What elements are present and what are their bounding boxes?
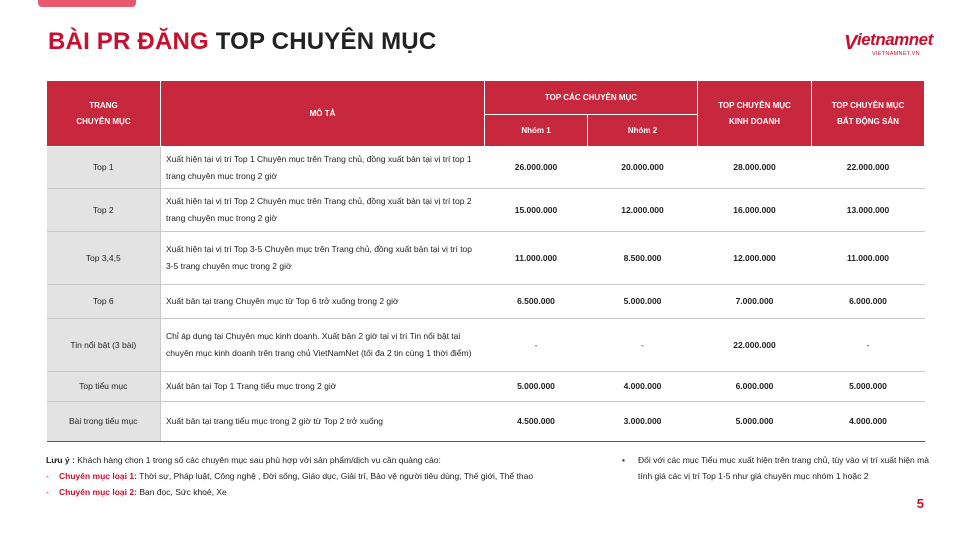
dash-marker: - <box>46 487 49 497</box>
row-group2-price: 3.000.000 <box>588 402 698 442</box>
logo-subtext: VIETNAMNET.VN <box>872 51 920 57</box>
row-group1-price: 15.000.000 <box>485 189 588 232</box>
row-group1-price: 11.000.000 <box>485 232 588 285</box>
row-business-price: 28.000.000 <box>698 147 812 189</box>
table-row <box>47 285 925 319</box>
row-group2-price: 12.000.000 <box>588 189 698 232</box>
row-realestate-price: 5.000.000 <box>812 372 925 402</box>
notes-label: Lưu ý : <box>46 455 75 465</box>
row-category: Top 2 <box>47 189 161 232</box>
row-description: Xuất bản tại trang Chuyên mục từ Top 6 trở xuống trong 2 giờ <box>161 285 485 319</box>
row-category: Top 3,4,5 <box>47 232 161 285</box>
header-realestate: TOP CHUYÊN MỤC BẤT ĐỘNG SẢN <box>812 81 925 147</box>
row-description: Xuất bản tại trang tiểu mục trong 2 giờ từ Top 2 trở xuống <box>161 402 485 442</box>
table-row <box>47 319 925 372</box>
notes-type2-line <box>46 484 533 500</box>
row-group2-price: 20.000.000 <box>588 147 698 189</box>
row-realestate-price: 22.000.000 <box>812 147 925 189</box>
pricing-table <box>46 80 925 442</box>
row-business-price: 5.000.000 <box>698 402 812 442</box>
row-category: Top tiểu mục <box>47 372 161 402</box>
top-accent-bar <box>38 0 136 7</box>
row-group2-price: - <box>588 319 698 372</box>
header-group2: Nhóm 2 <box>588 115 698 147</box>
row-realestate-price: 4.000.000 <box>812 402 925 442</box>
row-realestate-price: - <box>812 319 925 372</box>
row-group1-price: - <box>485 319 588 372</box>
row-description: Xuất hiện tại vị trí Top 1 Chuyên mục trên Trang chủ, đồng xuất bản tại vị trí top 1 trang chuyên mục trong 2 giờ <box>161 147 485 189</box>
row-group2-price: 5.000.000 <box>588 285 698 319</box>
notes-right-text: Đối với các mục Tiểu mục xuất hiện trên trang chủ, tùy vào vị trí xuất hiện mà tính giá các vị trí Top 1-5 như giá chuyên mục nhóm 1 hoặc 2 <box>638 455 929 481</box>
row-group1-price: 5.000.000 <box>485 372 588 402</box>
row-group1-price: 26.000.000 <box>485 147 588 189</box>
row-business-price: 7.000.000 <box>698 285 812 319</box>
logo-wordmark: ietnamnet <box>857 30 933 49</box>
row-description: Xuất hiện tại vị trí Top 2 Chuyên mục trên Trang chủ, đồng xuất bản tại vị trí top 2 trang chuyên mục trong 2 giờ <box>161 189 485 232</box>
dash-marker: - <box>46 471 49 481</box>
header-top-group: TOP CÁC CHUYÊN MỤC <box>485 81 698 115</box>
page-number: 5 <box>916 496 924 511</box>
row-business-price: 16.000.000 <box>698 189 812 232</box>
title-dark-part: TOP CHUYÊN MỤC <box>215 28 437 55</box>
table-row <box>47 372 925 402</box>
row-description: Xuất hiện tại vị trí Top 3-5 Chuyên mục trên Trang chủ, đồng xuất bản tại vị trí top 3-5 trang chuyên mục trong 2 giờ <box>161 232 485 285</box>
notes-intro: Khách hàng chọn 1 trong số các chuyên mục sau phù hợp với sản phẩm/dịch vụ cần quảng cáo: <box>77 455 441 465</box>
row-realestate-price: 11.000.000 <box>812 232 925 285</box>
slide-title <box>48 28 436 56</box>
notes-left <box>46 452 533 500</box>
logo-v-mark: V <box>844 32 858 54</box>
row-description: Chỉ áp dụng tại Chuyên mục kinh doanh. Xuất bản 2 giờ tại vị trí Tin nổi bật tại chuyên mục kinh doanh trên trang chủ VietNamNet (tối đa 2 tin cùng 1 thời điểm) <box>161 319 485 372</box>
header-category: TRANG CHUYÊN MỤC <box>47 81 161 147</box>
row-realestate-price: 6.000.000 <box>812 285 925 319</box>
row-category: Top 6 <box>47 285 161 319</box>
row-category: Top 1 <box>47 147 161 189</box>
row-business-price: 12.000.000 <box>698 232 812 285</box>
header-group1: Nhóm 1 <box>485 115 588 147</box>
row-group2-price: 4.000.000 <box>588 372 698 402</box>
row-category: Bài trong tiểu mục <box>47 402 161 442</box>
table-row <box>47 189 925 232</box>
row-description: Xuất bản tại Top 1 Trang tiểu mục trong 2 giờ <box>161 372 485 402</box>
row-business-price: 22.000.000 <box>698 319 812 372</box>
header-business: TOP CHUYÊN MỤC KINH DOANH <box>698 81 812 147</box>
row-business-price: 6.000.000 <box>698 372 812 402</box>
bullet-marker: • <box>622 455 625 465</box>
type2-text: Bạn đọc, Sức khoẻ, Xe <box>139 487 227 497</box>
row-group1-price: 4.500.000 <box>485 402 588 442</box>
type1-text: Thời sự, Pháp luật, Công nghệ , Đời sống, Giáo dục, Giải trí, Bảo vệ người tiêu dùng, Thế giới, Thể thao <box>139 471 534 481</box>
row-group2-price: 8.500.000 <box>588 232 698 285</box>
type2-label: Chuyên mục loại 2: <box>59 487 137 497</box>
notes-intro-line <box>46 452 533 468</box>
row-realestate-price: 13.000.000 <box>812 189 925 232</box>
row-group1-price: 6.500.000 <box>485 285 588 319</box>
title-red-part: BÀI PR ĐĂNG <box>48 28 209 55</box>
notes-type1-line <box>46 468 533 484</box>
row-category: Tin nổi bật (3 bài) <box>47 319 161 372</box>
vietnamnet-logo <box>844 28 933 62</box>
table-row <box>47 402 925 442</box>
header-description: MÔ TẢ <box>161 81 485 147</box>
table-row <box>47 147 925 189</box>
type1-label: Chuyên mục loại 1: <box>59 471 137 481</box>
table-row <box>47 232 925 285</box>
notes-right <box>622 452 932 484</box>
